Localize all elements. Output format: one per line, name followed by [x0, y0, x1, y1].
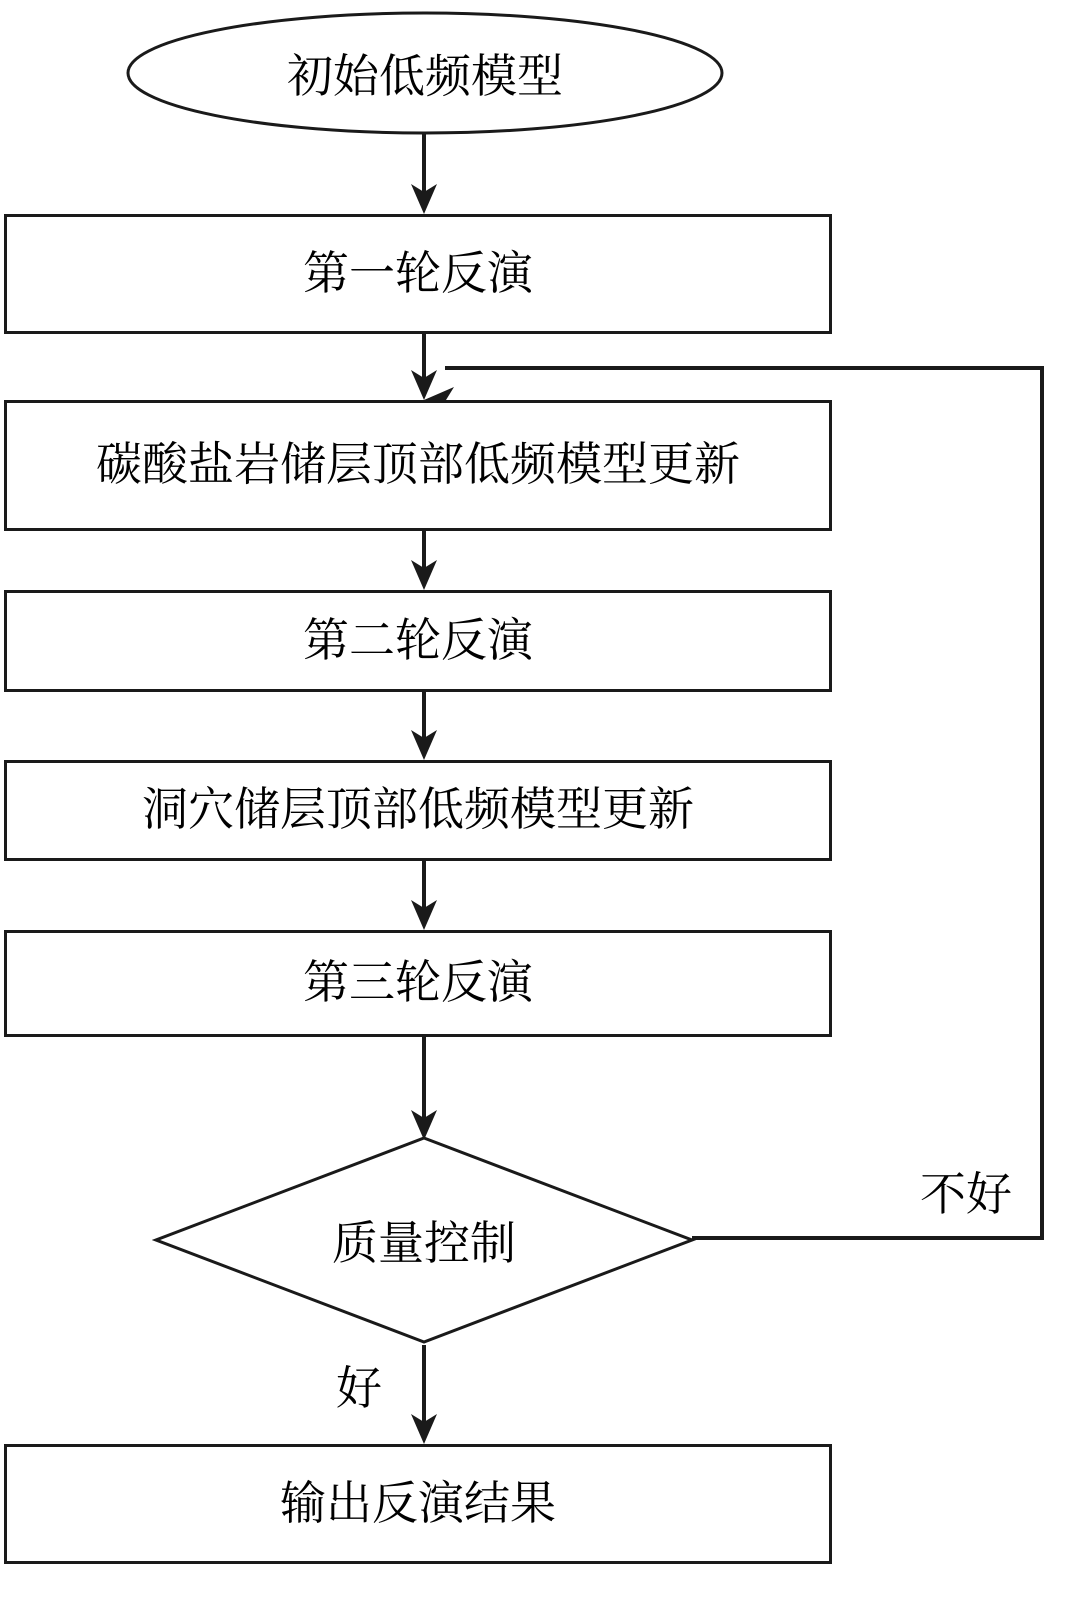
node-second-inversion[interactable] [4, 590, 832, 692]
node-carbonate-model-update[interactable] [4, 400, 832, 531]
node-quality-control[interactable] [152, 1134, 696, 1346]
node-output-result-label: 输出反演结果 [280, 1477, 556, 1529]
node-start-label: 初始低频模型 [287, 51, 563, 102]
node-output-result[interactable] [4, 1444, 832, 1564]
node-second-inversion-label: 第二轮反演 [303, 614, 533, 666]
edge-label-pass: 好 [336, 1363, 382, 1414]
node-start[interactable] [125, 10, 725, 136]
edge-label-fail: 不好 [920, 1169, 1012, 1220]
node-cave-model-update-label: 洞穴储层顶部低频模型更新 [142, 784, 694, 836]
node-first-inversion[interactable] [4, 214, 832, 334]
node-first-inversion-label: 第一轮反演 [303, 247, 533, 299]
node-cave-model-update[interactable] [4, 760, 832, 861]
node-carbonate-model-update-label: 碳酸盐岩储层顶部低频模型更新 [96, 439, 740, 491]
node-third-inversion-label: 第三轮反演 [303, 957, 533, 1009]
node-quality-control-label: 质量控制 [332, 1218, 516, 1269]
node-third-inversion[interactable] [4, 930, 832, 1037]
